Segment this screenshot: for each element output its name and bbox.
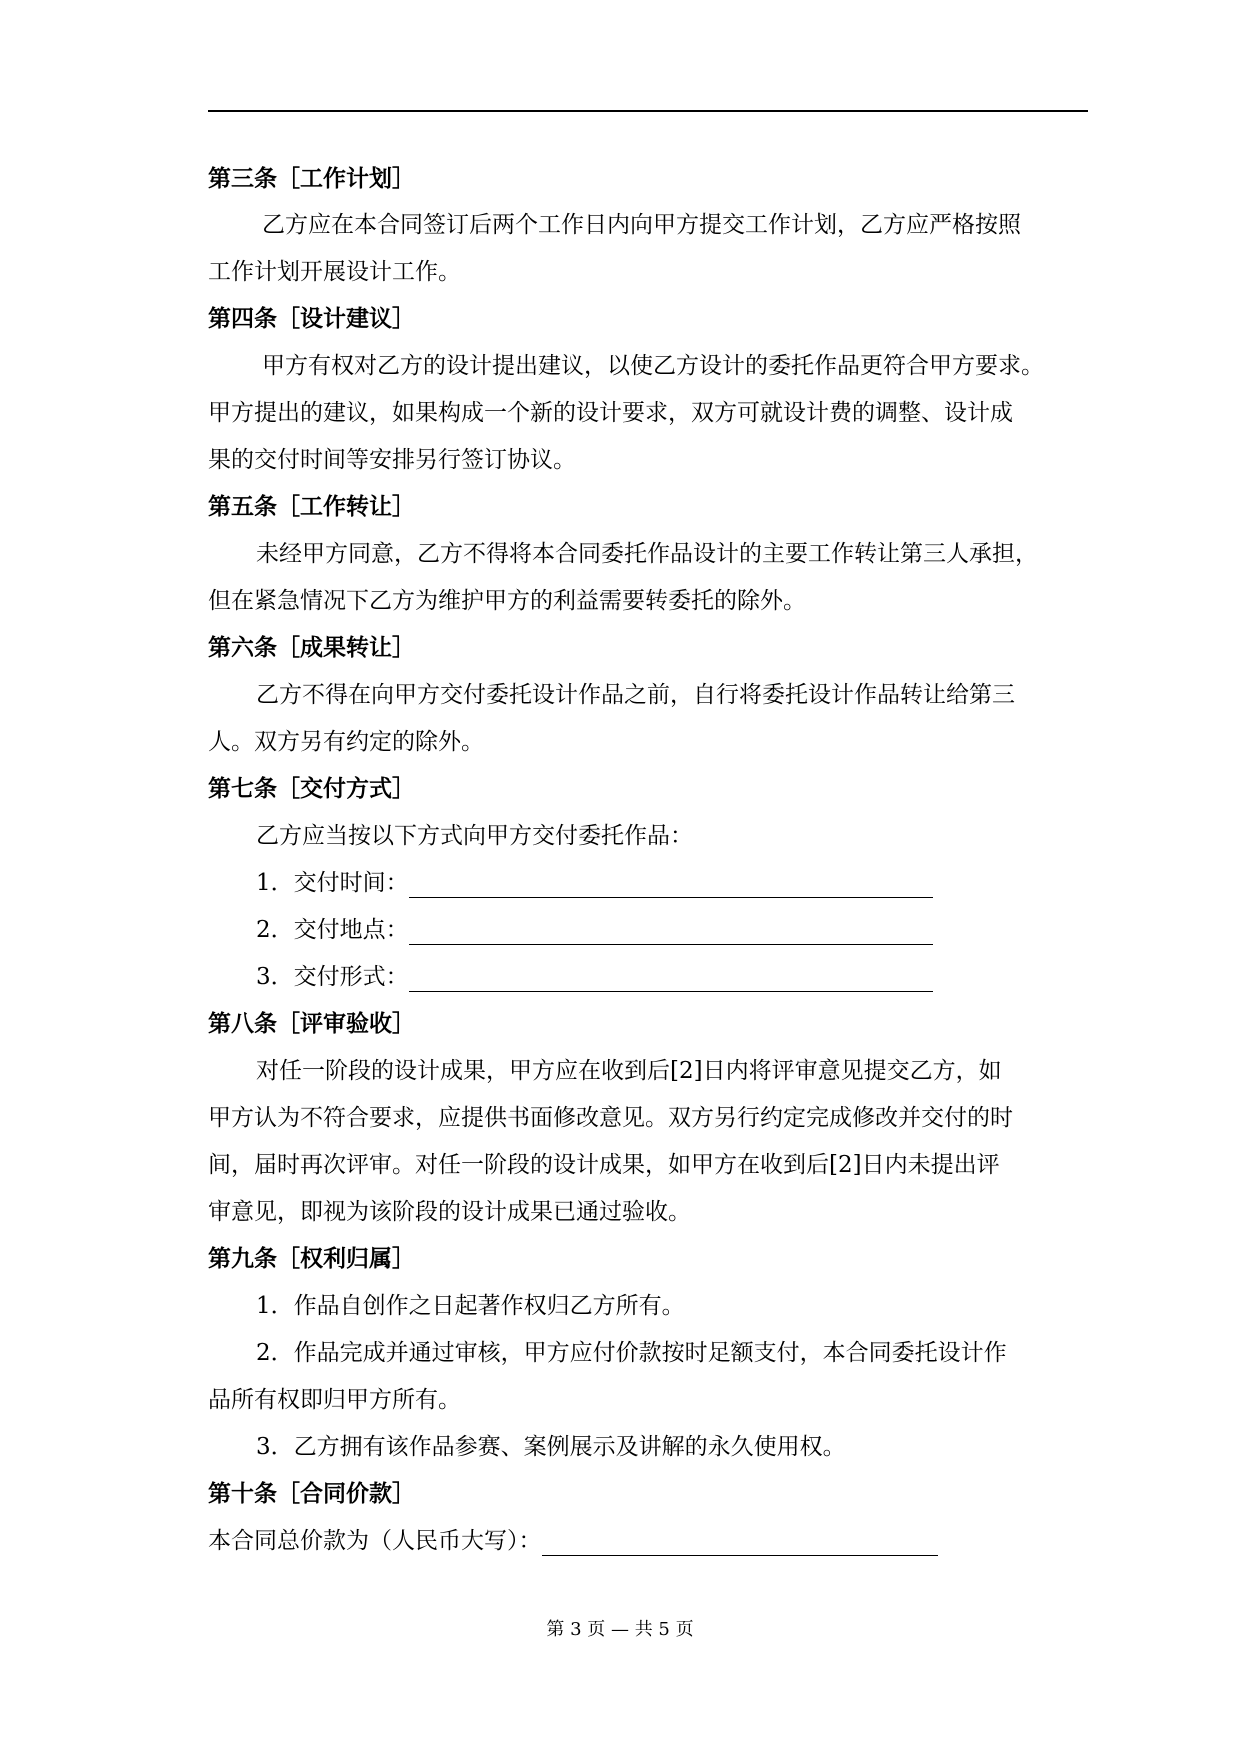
article-6-line-1: 乙方不得在向甲方交付委托设计作品之前，自行将委托设计作品转让给第三	[256, 682, 1015, 708]
article-3-line-1: 乙方应在本合同签订后两个工作日内向甲方提交工作计划，乙方应严格按照	[262, 212, 1021, 238]
contract-price-label: 本合同总价款为（人民币大写）：	[208, 1528, 542, 1554]
delivery-place-field[interactable]	[409, 920, 933, 945]
article-8-line-1: 对任一阶段的设计成果，甲方应在收到后[2]日内将评审意见提交乙方，如	[256, 1058, 1002, 1084]
delivery-time-field[interactable]	[409, 873, 933, 898]
article-8-heading: 第八条［评审验收］	[208, 1011, 415, 1037]
delivery-place-row	[256, 915, 933, 945]
article-4-heading: 第四条［设计建议］	[208, 306, 415, 332]
delivery-form-field[interactable]	[409, 967, 933, 992]
delivery-place-label: 2．交付地点：	[256, 917, 409, 943]
article-9-item-2: 2．作品完成并通过审核，甲方应付价款按时足额支付，本合同委托设计作	[256, 1340, 1007, 1366]
delivery-form-row	[256, 962, 933, 992]
article-7-heading: 第七条［交付方式］	[208, 776, 415, 802]
article-9-item-2-cont: 品所有权即归甲方所有。	[208, 1387, 461, 1413]
article-6-heading: 第六条［成果转让］	[208, 635, 415, 661]
header-rule	[208, 110, 1088, 112]
article-8-line-2: 甲方认为不符合要求，应提供书面修改意见。双方另行约定完成修改并交付的时	[208, 1105, 1013, 1131]
article-3-line-2: 工作计划开展设计工作。	[208, 259, 461, 285]
delivery-time-row	[256, 868, 933, 898]
article-5-line-1: 未经甲方同意，乙方不得将本合同委托作品设计的主要工作转让第三人承担，	[256, 541, 1038, 567]
article-4-line-3: 果的交付时间等安排另行签订协议。	[208, 447, 576, 473]
article-6-line-2: 人。双方另有约定的除外。	[208, 729, 484, 755]
article-5-line-2: 但在紧急情况下乙方为维护甲方的利益需要转委托的除外。	[208, 588, 806, 614]
contract-price-field[interactable]	[542, 1531, 938, 1556]
article-7-intro: 乙方应当按以下方式向甲方交付委托作品：	[256, 823, 693, 849]
article-8-line-4: 审意见，即视为该阶段的设计成果已通过验收。	[208, 1199, 691, 1225]
page-number: 第 3 页 — 共 5 页	[546, 1619, 694, 1640]
delivery-time-label: 1．交付时间：	[256, 870, 409, 896]
article-8-line-3: 间，届时再次评审。对任一阶段的设计成果，如甲方在收到后[2]日内未提出评	[208, 1152, 1000, 1178]
delivery-form-label: 3．交付形式：	[256, 964, 409, 990]
contract-price-row	[208, 1526, 938, 1556]
article-5-heading: 第五条［工作转让］	[208, 494, 415, 520]
article-4-line-2: 甲方提出的建议，如果构成一个新的设计要求，双方可就设计费的调整、设计成	[208, 400, 1013, 426]
article-9-item-3: 3．乙方拥有该作品参赛、案例展示及讲解的永久使用权。	[256, 1434, 846, 1460]
article-10-heading: 第十条［合同价款］	[208, 1481, 415, 1507]
article-3-heading: 第三条［工作计划］	[208, 166, 415, 192]
article-9-item-1: 1．作品自创作之日起著作权归乙方所有。	[256, 1293, 685, 1319]
article-9-heading: 第九条［权利归属］	[208, 1246, 415, 1272]
article-4-line-1: 甲方有权对乙方的设计提出建议，以使乙方设计的委托作品更符合甲方要求。	[262, 353, 1044, 379]
